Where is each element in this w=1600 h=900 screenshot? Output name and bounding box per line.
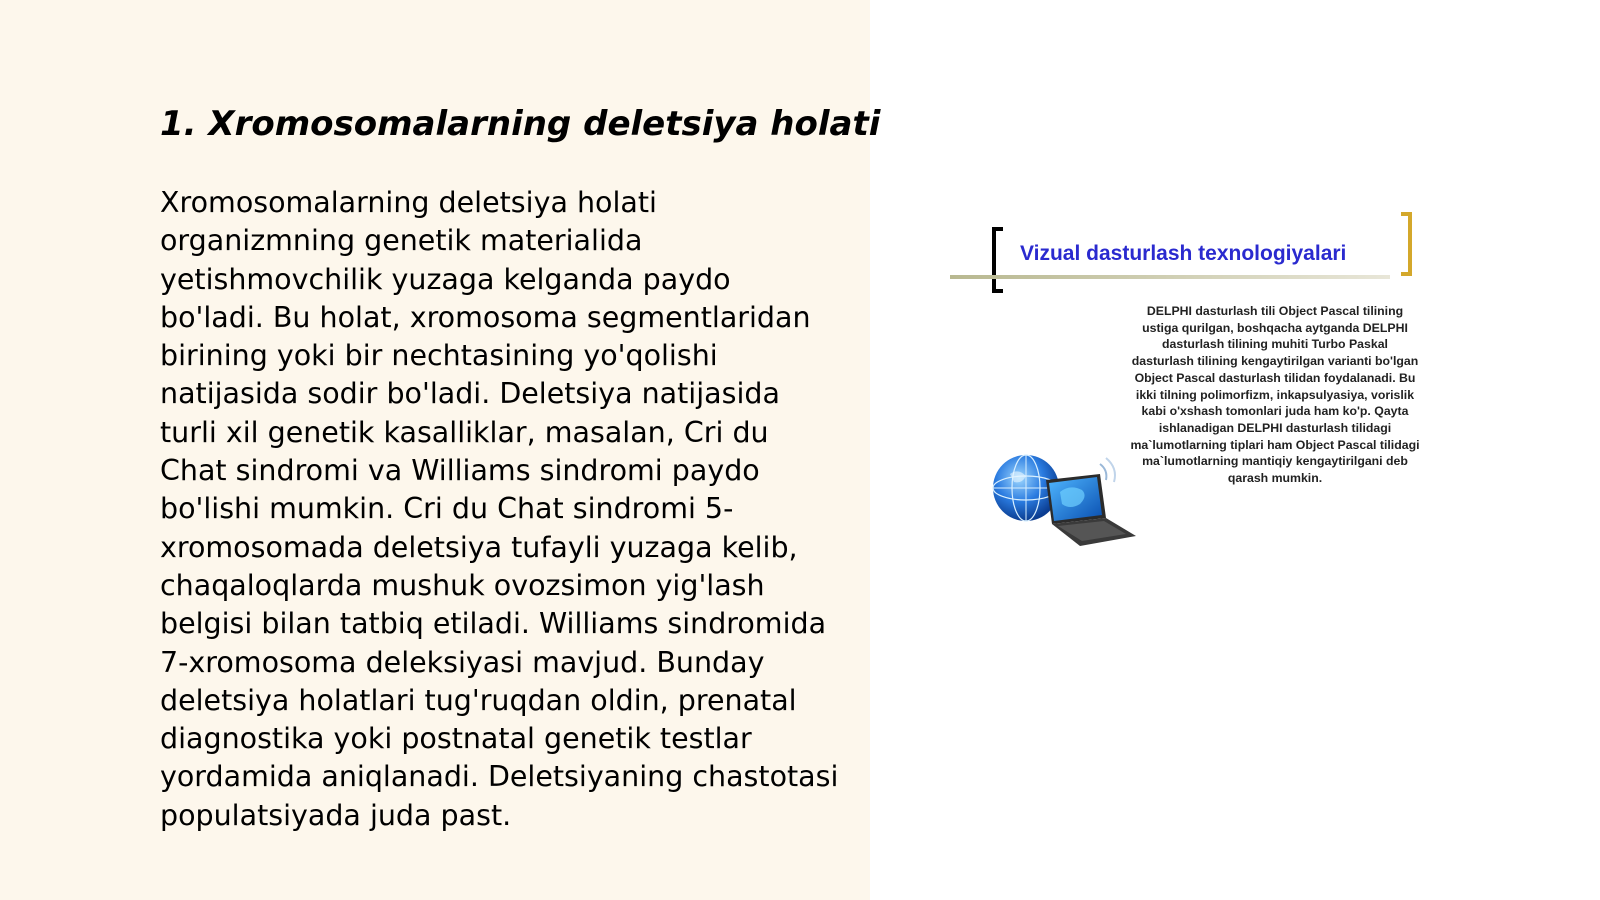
left-bracket (992, 227, 1003, 293)
slide-body-text: Xromosomalarning deletsiya holati organizmning genetik materialida yetishmovchilik yuzaga kelganda paydo bo'ladi. Bu holat, xromosoma segmentlaridan birining yoki bir nechtasining yo'qolishi natijasida sodir bo'ladi. Deletsiya natijasida turli xil genetik kasalliklar, masalan, Cri du Chat sindromi va Williams sindromi paydo bo'lishi mumkin. Cri du Chat sindromi 5-xromosomada deletsiya tufayli yuzaga kelib, chaqaloqlarda mushuk ovozsimon yig'lash belgisi bilan tatbiq etiladi. Williams sindromida 7-xromosoma deleksiyasi mavjud. Bunday deletsiya holatlari tug'ruqdan oldin, prenatal diagnostika yoki postnatal genetik testlar yordamida aniqlanadi. Deletsiyaning chastotasi populatsiyada juda past. (160, 186, 839, 832)
slide-heading: 1. Xromosomalarning deletsiya holati (160, 104, 881, 144)
globe-laptop-icon (988, 450, 1138, 550)
title-underline (950, 275, 1390, 279)
image-title: Vizual dasturlash texnologiyalari (1020, 242, 1347, 265)
image-paragraph: DELPHI dasturlash tili Object Pascal tilining ustiga qurilgan, boshqacha aytganda DELPHI dasturlash tilining muhiti Turbo Paskal dasturlash tilining kengaytirilgan varianti bo'lgan Object Pascal dasturlash tilidan foydalanadi. Bu ikki tilning polimorfizm, inkapsulyasiya, vorislik kabi o'xshash tomonlari juda ham ko'p. Qayta ishlanadigan DELPHI dasturlash tilidagi ma`lumotlarning tiplari ham Object Pascal tilidagi ma`lumotlarning mantiqiy kengaytirilgani deb qarash mumkin. (1130, 304, 1420, 486)
embedded-slide-image (940, 200, 1420, 550)
right-bracket (1401, 212, 1412, 276)
